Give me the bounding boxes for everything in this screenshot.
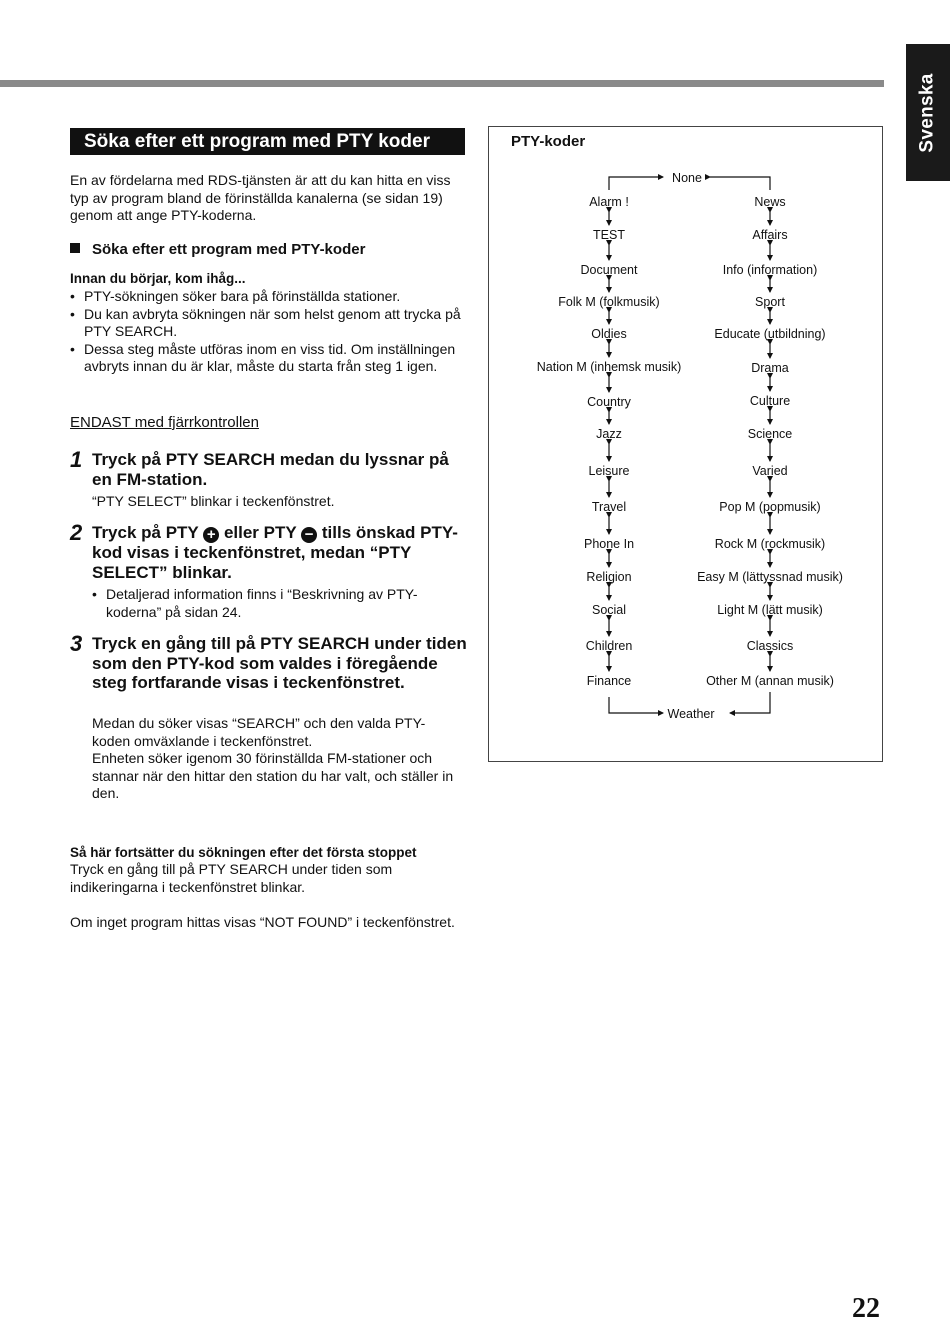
pty-code-item: Rock M (rockmusik) xyxy=(714,537,826,551)
step-1-number: 1 xyxy=(70,447,83,472)
step-3-sub-1: Medan du söker visas “SEARCH” och den valda PTY-koden omväxlande i teckenfönstret. xyxy=(92,715,426,749)
pty-code-item: Varied xyxy=(752,464,788,478)
pty-code-item: Social xyxy=(591,603,627,617)
language-tab-label: Svenska xyxy=(917,72,938,153)
note-item: • PTY-sökningen söker bara på förinställda stationer. xyxy=(70,288,470,306)
step-2-sub: • Detaljerad information finns i “Beskrivning av PTY-koderna” på sidan 24. xyxy=(92,586,462,621)
pty-code-item: Light M (lätt musik) xyxy=(717,603,823,617)
pty-code-item: Travel xyxy=(591,500,627,514)
pty-code-item: Phone In xyxy=(583,537,635,551)
step-1-text: Tryck på PTY SEARCH medan du lyssnar på en FM-station. xyxy=(92,450,449,489)
intro-paragraph: En av fördelarna med RDS-tjänsten är att du kan hitta en viss typ av program bland de förinställda kanalerna (se sidan 19) genom att ange PTY-koderna. xyxy=(70,172,451,223)
pty-code-item: Affairs xyxy=(752,228,788,242)
pty-code-item: Alarm ! xyxy=(589,195,629,209)
step-1-sub: “PTY SELECT” blinkar i teckenfönstret. xyxy=(92,493,335,509)
step-3-sub-2: Enheten söker igenom 30 förinställda FM-stationer och stannar när den hittar den station du har valt, och ställer in den. xyxy=(92,750,454,801)
note-item: • Du kan avbryta sökningen när som helst genom att trycka på PTY SEARCH. xyxy=(70,306,470,341)
step-2-text-b: eller PTY xyxy=(223,523,297,542)
pty-code-item: Other M (annan musik) xyxy=(706,674,834,688)
continue-body: Tryck en gång till på PTY SEARCH under tiden som indikeringarna i teckenfönstret blinkar. xyxy=(70,861,393,895)
pty-code-item: TEST xyxy=(593,228,625,242)
page-number: 22 xyxy=(852,1293,880,1324)
square-bullet-icon xyxy=(70,243,80,253)
step-2-text-c: tills önskad PTY-kod visas i teckenfönstret, medan “PTY SELECT” blinkar. xyxy=(92,523,458,582)
pty-code-bottom: Weather xyxy=(667,707,715,721)
pty-code-item: Country xyxy=(587,395,631,409)
pty-code-item: Document xyxy=(580,263,638,277)
pty-box-title: PTY-koder xyxy=(511,133,586,150)
section-title: Söka efter ett program med PTY koder xyxy=(70,128,465,155)
pty-code-box xyxy=(488,126,883,762)
pty-code-item: Educate (utbildning) xyxy=(714,327,826,341)
step-2-text xyxy=(92,523,472,582)
note-heading: Innan du börjar, kom ihåg... xyxy=(70,271,246,286)
pty-code-item: Classics xyxy=(746,639,794,653)
pty-code-item: Pop M (popmusik) xyxy=(719,500,821,514)
subheading xyxy=(70,241,365,259)
pty-code-item: Folk M (folkmusik) xyxy=(558,295,660,309)
pty-code-item: Culture xyxy=(749,394,791,408)
step-3-text: Tryck en gång till på PTY SEARCH under tiden som den PTY-kod som valdes i föregående steg fortfarande visas i teckenfönstret. xyxy=(92,634,467,692)
step-2-text-a: Tryck på PTY xyxy=(92,523,199,542)
step-3-number: 3 xyxy=(70,631,83,656)
pty-code-item: Info (information) xyxy=(722,263,818,277)
not-found-note: Om inget program hittas visas “NOT FOUND” i teckenfönstret. xyxy=(70,914,455,930)
plus-circle-icon: + xyxy=(203,527,219,543)
minus-circle-icon: − xyxy=(301,527,317,543)
pty-code-item: Easy M (lättyssnad musik) xyxy=(697,570,843,584)
step-2-number: 2 xyxy=(70,520,83,545)
pty-code-item: Sport xyxy=(755,295,785,309)
continue-heading: Så här fortsätter du sökningen efter det första stoppet xyxy=(70,845,417,860)
pty-code-item: Jazz xyxy=(596,427,622,441)
subheading-label: Söka efter ett program med PTY-koder xyxy=(92,241,366,258)
pty-code-item: Religion xyxy=(586,570,632,584)
note-item: • Dessa steg måste utföras inom en viss tid. Om inställningen avbryts innan du är klar, måste du starta från steg 1 igen. xyxy=(70,341,470,376)
pty-code-item: News xyxy=(754,195,786,209)
pty-code-item: Nation M (inhemsk musik) xyxy=(536,360,682,374)
pty-code-top: None xyxy=(672,171,702,185)
pty-code-item: Science xyxy=(747,427,793,441)
top-rule xyxy=(0,80,884,87)
remote-only-label: ENDAST med fjärrkontrollen xyxy=(70,414,259,431)
pty-code-item: Children xyxy=(585,639,633,653)
language-tab xyxy=(906,44,950,181)
pty-code-item: Leisure xyxy=(588,464,630,478)
pty-code-item: Drama xyxy=(751,361,789,375)
pty-code-item: Finance xyxy=(586,674,632,688)
note-list xyxy=(70,288,470,376)
pty-code-item: Oldies xyxy=(591,327,627,341)
